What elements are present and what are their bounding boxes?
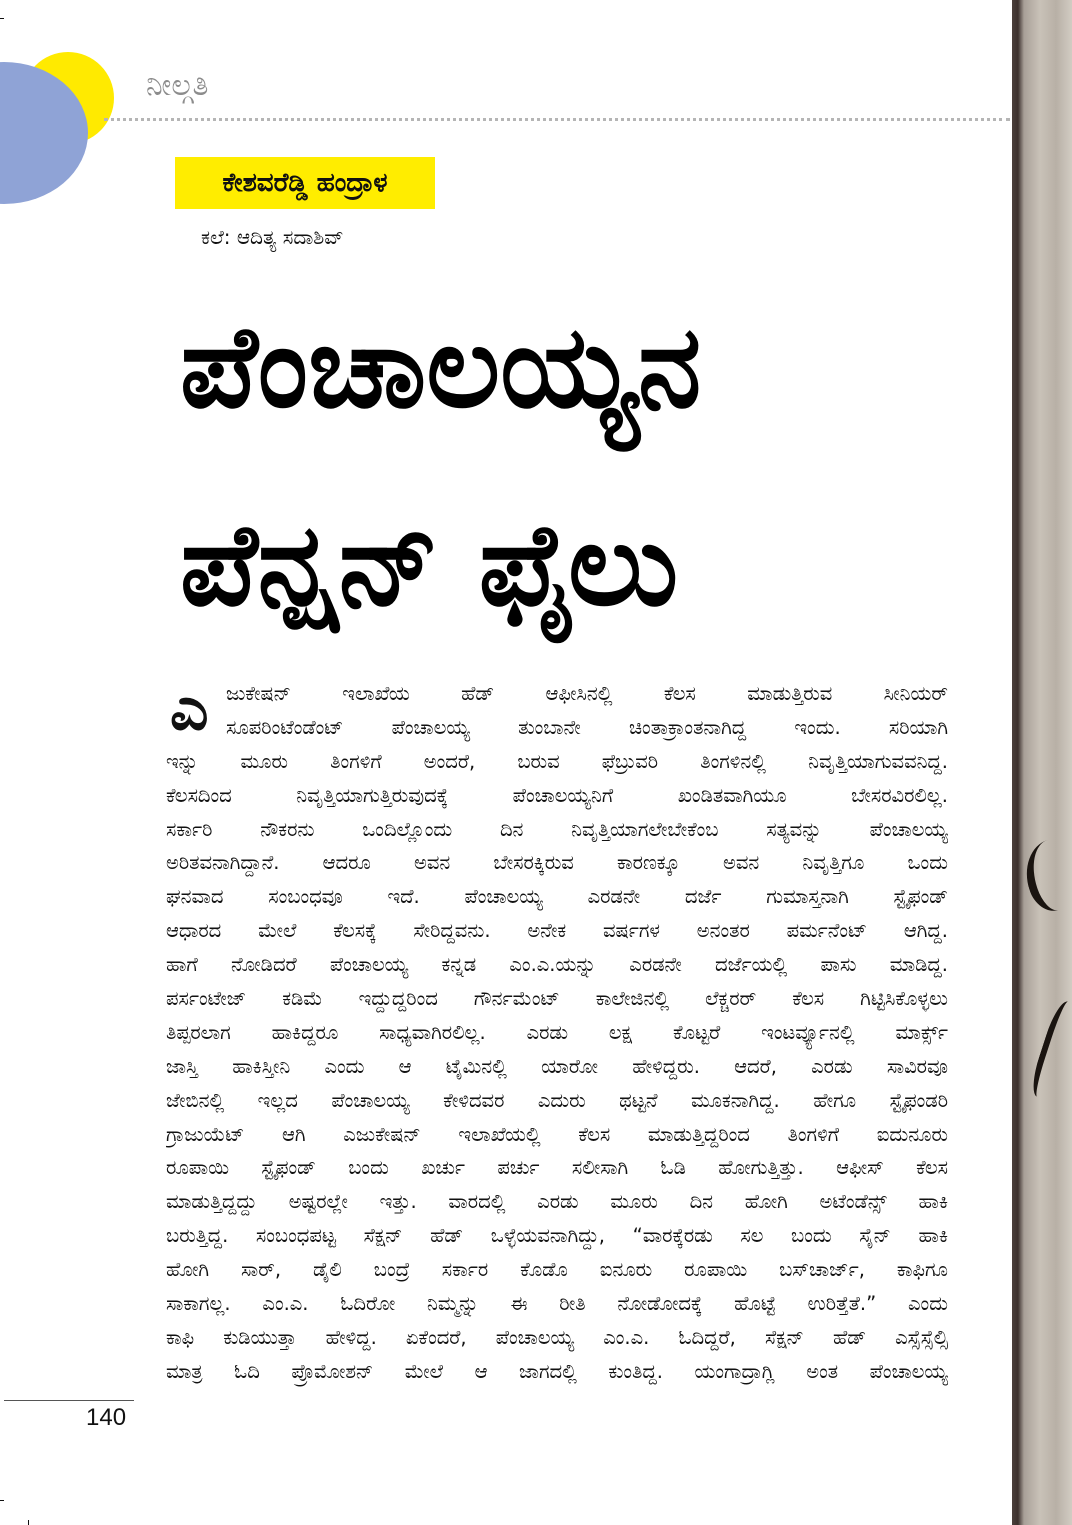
crop-mark	[28, 1520, 29, 1525]
side-artwork-strip	[1012, 0, 1072, 1525]
body-line: ಸಾಕಾಗಲ್ಲ. ಎಂ.ಎ. ಓದಿರೋ ನಿಮ್ಮನ್ನು ಈ ರೀತಿ ನೋಡೋದಕ್ಕೆ ಹೊಟ್ಟೆ ಉರಿತ್ತೆತೆ.” ಎಂದು	[166, 1292, 948, 1316]
body-line: ಅರಿತವನಾಗಿದ್ದಾನೆ. ಆದರೂ ಅವನ ಬೇಸರಕ್ಕಿರುವ ಕಾರಣಕ್ಕೂ ಅವನ ನಿವೃತ್ತಿಗೂ ಒಂದು	[166, 851, 948, 875]
page-number: 140	[86, 1404, 127, 1431]
story-title-line-1: ಪೆಂಚಾಲಯ್ಯನ	[180, 300, 702, 433]
body-line: ಜುಕೇಷನ್ ಇಲಾಖೆಯ ಹೆಡ್ ಆಫೀಸಿನಲ್ಲಿ ಕೆಲಸ ಮಾಡುತ್ತಿರುವ ಸೀನಿಯರ್	[226, 682, 948, 705]
body-line: ತಿಪ್ಪರಲಾಗ ಹಾಕಿದ್ದರೂ ಸಾಧ್ಯವಾಗಿರಲಿಲ್ಲ. ಎರಡು ಲಕ್ಷ ಕೊಟ್ಟರೆ ಇಂಟರ್ವ್ಯೂನಲ್ಲಿ ಮಾರ್ಕ್ಸ್	[166, 1020, 948, 1044]
story-title-line-2: ಪೆನ್ಷನ್ ಫೈಲು	[180, 498, 679, 631]
body-line: ಪರ್ಸಂಟೇಜ್ ಕಡಿಮೆ ಇದ್ದುದ್ದರಿಂದ ಗೌರ್ನಮೆಂಟ್ ಕಾಲೇಜಿನಲ್ಲಿ ಲೆಕ್ಚರರ್ ಕೆಲಸ ಗಿಟ್ಟಿಸಿಕೊಳ್ಳಲು	[166, 987, 948, 1011]
author-name: ಕೇಶವರೆಡ್ಡಿ ಹಂದ್ರಾಳ	[175, 157, 435, 209]
dotted-divider	[104, 118, 1010, 121]
body-line: ಸರ್ಕಾರಿ ನೌಕರನು ಒಂದಿಲ್ಲೊಂದು ದಿನ ನಿವೃತ್ತಿಯಾಗಲೇಬೇಕೆಂಬ ಸತ್ಯವನ್ನು ಪೆಂಚಾಲಯ್ಯ	[166, 817, 948, 841]
body-line: ಕೆಲಸದಿಂದ ನಿವೃತ್ತಿಯಾಗುತ್ತಿರುವುದಕ್ಕೆ ಪೆಂಚಾಲಯ್ಯನಿಗೆ ಖಂಡಿತವಾಗಿಯೂ ಬೇಸರವಿರಲಿಲ್ಲ.	[166, 783, 948, 807]
body-line: ಗ್ರಾಜುಯೆಟ್ ಆಗಿ ಎಜುಕೇಷನ್ ಇಲಾಖೆಯಲ್ಲಿ ಕೆಲಸ ಮಾಡುತ್ತಿದ್ದರಿಂದ ತಿಂಗಳಿಗೆ ಐದುನೂರು	[166, 1122, 948, 1146]
crop-mark	[0, 18, 4, 19]
body-line: ಮಾಡುತ್ತಿದ್ದದ್ದು ಅಷ್ಟರಲ್ಲೇ ಇತ್ತು. ವಾರದಲ್ಲಿ ಎರಡು ಮೂರು ದಿನ ಹೋಗಿ ಅಟೆಂಡೆನ್ಸ್ ಹಾಕಿ	[166, 1190, 948, 1214]
body-line: ಘನವಾದ ಸಂಬಂಧವೂ ಇದೆ. ಪೆಂಚಾಲಯ್ಯ ಎರಡನೇ ದರ್ಜೆ ಗುಮಾಸ್ತನಾಗಿ ಸ್ಟೈಫಂಡ್	[166, 885, 948, 909]
body-line: ಮಾತ್ರ ಓದಿ ಪ್ರೊಮೋಶನ್ ಮೇಲೆ ಆ ಜಾಗದಲ್ಲಿ ಕುಂತಿದ್ದ. ಯಂಗಾದ್ರಾಗ್ಲಿ ಅಂತ ಪೆಂಚಾಲಯ್ಯ	[166, 1359, 948, 1383]
body-line: ಇನ್ನು ಮೂರು ತಿಂಗಳಿಗೆ ಅಂದರೆ, ಬರುವ ಫೆಬ್ರುವರಿ ತಿಂಗಳಿನಲ್ಲಿ ನಿವೃತ್ತಿಯಾಗುವವನಿದ್ದ.	[166, 749, 948, 773]
body-line: ಜೇಬಿನಲ್ಲಿ ಇಲ್ಲದ ಪೆಂಚಾಲಯ್ಯ ಕೇಳಿದವರ ಎದುರು ಥಟ್ಟನೆ ಮೂಕನಾಗಿದ್ದ. ಹೇಗೂ ಸ್ಟೈಫಂಡರಿ	[166, 1088, 948, 1112]
body-line: ಸೂಪರಿಂಟೆಂಡೆಂಟ್ ಪೆಂಚಾಲಯ್ಯ ತುಂಬಾನೇ ಚಿಂತಾಕ್ರಾಂತನಾಗಿದ್ದ ಇಂದು. ಸರಿಯಾಗಿ	[226, 715, 948, 739]
body-line: ಆಧಾರದ ಮೇಲೆ ಕೆಲಸಕ್ಕೆ ಸೇರಿದ್ದವನು. ಅನೇಕ ವರ್ಷಗಳ ಅನಂತರ ಪರ್ಮನೆಂಟ್ ಆಗಿದ್ದ.	[166, 919, 948, 943]
section-label: ನೀಲ್ಗತಿ	[146, 68, 209, 103]
body-line: ಕಾಫಿ ಕುಡಿಯುತ್ತಾ ಹೇಳಿದ್ದ. ಏಕೆಂದರೆ, ಪೆಂಚಾಲಯ್ಯ ಎಂ.ಎ. ಓದಿದ್ದರೆ, ಸೆಕ್ಷನ್ ಹೆಡ್ ಎಸ್ಸೆಸ್ಸೆಲ್ಸಿ	[166, 1325, 948, 1349]
crop-mark	[0, 1500, 4, 1501]
brush-stroke	[1027, 998, 1072, 1101]
body-line: ಬರುತ್ತಿದ್ದ. ಸಂಬಂಧಪಟ್ಟ ಸೆಕ್ಷನ್ ಹೆಡ್ ಒಳ್ಳೆಯವನಾಗಿದ್ದು, “ವಾರಕ್ಕೆರಡು ಸಲ ಬಂದು ಸೈನ್ ಹಾಕಿ	[166, 1224, 948, 1248]
page-number-rule	[4, 1400, 134, 1401]
drop-cap: ಎ	[170, 674, 209, 744]
body-line: ಹಾಗೆ ನೋಡಿದರೆ ಪೆಂಚಾಲಯ್ಯ ಕನ್ನಡ ಎಂ.ಎ.ಯನ್ನು ಎರಡನೇ ದರ್ಜೆಯಲ್ಲಿ ಪಾಸು ಮಾಡಿದ್ದ.	[166, 953, 948, 977]
body-line: ರೂಪಾಯಿ ಸ್ಟೈಫಂಡ್ ಬಂದು ಖರ್ಚು ಪರ್ಚು ಸಲೀಸಾಗಿ ಓಡಿ ಹೋಗುತ್ತಿತ್ತು. ಆಫೀಸ್ ಕೆಲಸ	[166, 1156, 948, 1180]
artist-credit: ಕಲೆ: ಆದಿತ್ಯ ಸದಾಶಿವ್	[201, 225, 344, 249]
body-line: ಹೋಗಿ ಸಾರ್, ಡೈಲಿ ಬಂದ್ರೆ ಸರ್ಕಾರ ಕೊಡೊ ಐನೂರು ರೂಪಾಯಿ ಬಸ್‌ಚಾರ್ಜ್, ಕಾಫಿಗೂ	[166, 1258, 948, 1282]
brush-stroke	[1017, 833, 1072, 916]
body-line: ಜಾಸ್ತಿ ಹಾಕಿಸ್ತೀನಿ ಎಂದು ಆ ಟೈಮಿನಲ್ಲಿ ಯಾರೋ ಹೇಳಿದ್ದರು. ಆದರೆ, ಎರಡು ಸಾವಿರವೂ	[166, 1054, 948, 1078]
story-body	[166, 674, 948, 1389]
